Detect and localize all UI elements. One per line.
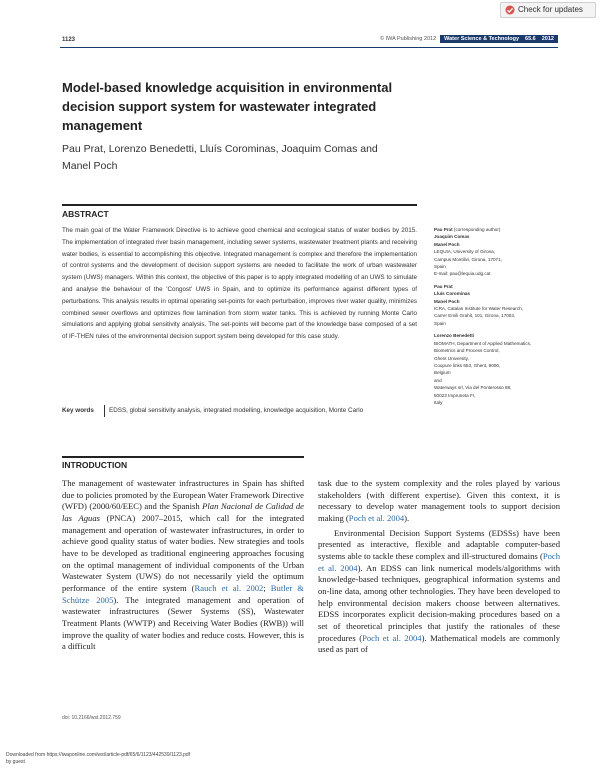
- italic-text: Plan Nacional de Calidad de las Aguas: [62, 501, 304, 523]
- paragraph-text: ). Mathematical models are commonly used as part of: [318, 632, 561, 655]
- citation-link[interactable]: Poch et al. 2004: [318, 550, 560, 573]
- affiliation-author: [434, 241, 564, 248]
- affiliation-line: Italy: [434, 399, 443, 405]
- affiliation-gap: [434, 406, 564, 411]
- introduction-heading: INTRODUCTION: [62, 460, 128, 470]
- affiliation-line: ICRA, Catalan Institute for Water Research,: [434, 306, 523, 312]
- introduction-rule: [62, 456, 304, 458]
- affiliation-line: Belgium: [434, 370, 451, 376]
- affiliation-line: Campus Montilivi, Girona, 17071,: [434, 256, 502, 262]
- journal-year: 2012: [541, 36, 554, 42]
- journal-bar: [440, 35, 558, 43]
- check-for-updates-label: Check for updates: [518, 5, 583, 14]
- affiliation-author: [434, 332, 564, 339]
- author-name: Joaquim Comas: [434, 234, 470, 240]
- affiliation-line: Ghent University,: [434, 355, 469, 361]
- affiliation-author: [434, 298, 564, 305]
- affiliation-line: Coupure links 653, Ghent, 9000,: [434, 362, 501, 368]
- paragraph-text: task due to the system complexity and the roles played by various stakeholders (with different expertise). Given this context, it is necessary to develop water management tools to support decision making (: [318, 478, 560, 523]
- affiliation-line: Carrer Emili Grahit, 101, Girona, 17003,: [434, 313, 516, 319]
- paper-title: Model-based knowledge acquisition in environmental decision support system for wastewater integrated management: [62, 80, 393, 133]
- paragraph-text: ;: [263, 582, 271, 593]
- author-name: Lluís Corominas: [434, 291, 470, 297]
- download-url: Downloaded from https://iwaponline.com/wst/article-pdf/65/6/1123/442539/1123.pdf: [6, 752, 191, 758]
- affiliation-author: [434, 226, 564, 233]
- page-number: 1123: [62, 37, 76, 43]
- affiliation-line: Spain: [434, 264, 446, 270]
- affiliation-line: E-mail: pau@lequia.udg.cat: [434, 271, 491, 277]
- author-name: Pau Prat: [434, 283, 453, 289]
- citation-link[interactable]: Poch et al. 2004: [348, 512, 405, 523]
- keywords: [62, 405, 417, 417]
- download-by: by guest: [6, 758, 25, 765]
- paragraph-text: ). An EDSS can link numerical models/algorithms with knowledge-based techniques, geographical information systems and on-line data, among other technologies. They have been developed to help environmental decision makers choose between alternatives. EDSS incorporates explicit decision-making procedures based on a set of theoretical principles that justify the rationales of these procedures (: [318, 562, 560, 643]
- check-for-updates-icon: [505, 5, 515, 15]
- download-footer: [6, 752, 190, 765]
- paragraph-text: The management of wastewater infrastructures in Spain has shifted due to policies promoted by the European Water Framework Directive (WFD) (2000/60/EEC) and the Spanish: [62, 478, 304, 512]
- author-name: Manel Poch: [434, 298, 460, 304]
- affiliations: [434, 226, 564, 411]
- author-name: Pau Prat: [434, 227, 453, 232]
- abstract-heading: ABSTRACT: [62, 209, 109, 219]
- affiliation-author: [434, 233, 564, 240]
- keywords-text: EDSS, global sensitivity analysis, integrated modelling, knowledge acquisition, Monte Carlo: [104, 405, 363, 417]
- introduction-column-2: [318, 478, 560, 656]
- journal-name: Water Science & Technology: [444, 36, 520, 42]
- paragraph-text: ). The integrated management and operation of wastewater infrastructures (Sewer Systems (SS), Wastewater Treatment Plants (WWTP) and Receiving Water Bodies (RWB)) will improve the quality of water bodies and reduce costs. However, this is a difficult: [62, 594, 304, 652]
- affiliation-line: Biometrics and Process Control,: [434, 348, 500, 354]
- citation-link[interactable]: Butler & Schütze 2005: [62, 582, 304, 605]
- journal-volume: 65.6: [525, 36, 536, 42]
- journal-header: [380, 35, 558, 43]
- introduction-paragraph-2: [318, 478, 560, 525]
- affiliation-author: [434, 283, 564, 290]
- paragraph-text: Environmental Decision Support Systems (EDSSs) have been presented as interactive, flexible and adaptable computer-based systems able to tackle these complex and ill-structured domains (: [318, 527, 560, 561]
- citation-link[interactable]: Poch et al. 2004: [362, 632, 422, 643]
- doi: doi: 10.2166/wst.2012.759: [62, 715, 121, 721]
- publisher-text: © IWA Publishing 2012: [380, 36, 437, 42]
- author-name: Lorenzo Benedetti: [434, 333, 475, 339]
- introduction-column-1: [62, 478, 304, 653]
- keywords-label: Key words: [62, 407, 94, 414]
- affiliation-line: BIOMATH, Department of Applied Mathematics,: [434, 340, 532, 346]
- affiliation-line: 50023 Impruneta FI,: [434, 392, 476, 398]
- paragraph-text: (PNCA) 2007–2015, which call for the integrated management and operation of wastewater infrastructures, in order to achieve good quality status of water bodies. New strategies and tools have to be developed as traditional engineering approaches focusing on the optimal management of individual components of the Urban Wastewater System (UWS) do not necessarily yield the optimum performance of the entire system (: [62, 512, 304, 593]
- abstract-text: The main goal of the Water Framework Directive is to achieve good chemical and ecological status of water bodies by 2015. The implementation of integrated river basin management, including sewer systems, wastewater treatment plants and receiving water bodies, is essential to accomplishing this objective. Integrated management is complex and therefore the implementation of control systems and the development of decision support systems are needed to facilitate the work of urban wastewater system (UWS) managers. Within this context, the objective of this paper is to apply integrated modelling of an UWS to simulate and analyse the behaviour of the 'Congost' UWS in Spain, and to optimize its performance against different types of perturbations. This analysis results in optimal operating set-points for each perturbation, improves river water quality, minimizes combined sewer overflows and optimizes flow lamination from storm water tanks. This is achieved by running Monte Carlo simulations and applying global sensitivity analysis. The set-points will become part of the knowledge base composed of a set of IF-THEN rules of the environmental decision support system being developed for this case study.: [62, 227, 417, 341]
- abstract-rule: [62, 204, 417, 206]
- author-note: (corresponding author): [452, 227, 501, 232]
- affiliation-line: LEQUIA, University of Girona,: [434, 249, 496, 255]
- introduction-paragraph-3: [318, 528, 560, 656]
- affiliation-line: Spain: [434, 320, 446, 326]
- introduction-paragraph-1: [62, 478, 304, 653]
- check-for-updates-button[interactable]: [500, 2, 596, 18]
- affiliation-line: and: [434, 377, 442, 383]
- affiliation-line: Waterways srl, Via del Ponterosso 88,: [434, 385, 512, 391]
- affiliation-author: [434, 290, 564, 297]
- paragraph-text: ).: [404, 512, 410, 523]
- citation-link[interactable]: Rauch et al. 2002: [194, 582, 264, 593]
- author-list: Pau Prat, Lorenzo Benedetti, Lluís Corominas, Joaquim Comas and Manel Poch: [62, 143, 378, 172]
- header-rule: [60, 47, 558, 48]
- author-name: Manel Poch: [434, 241, 460, 247]
